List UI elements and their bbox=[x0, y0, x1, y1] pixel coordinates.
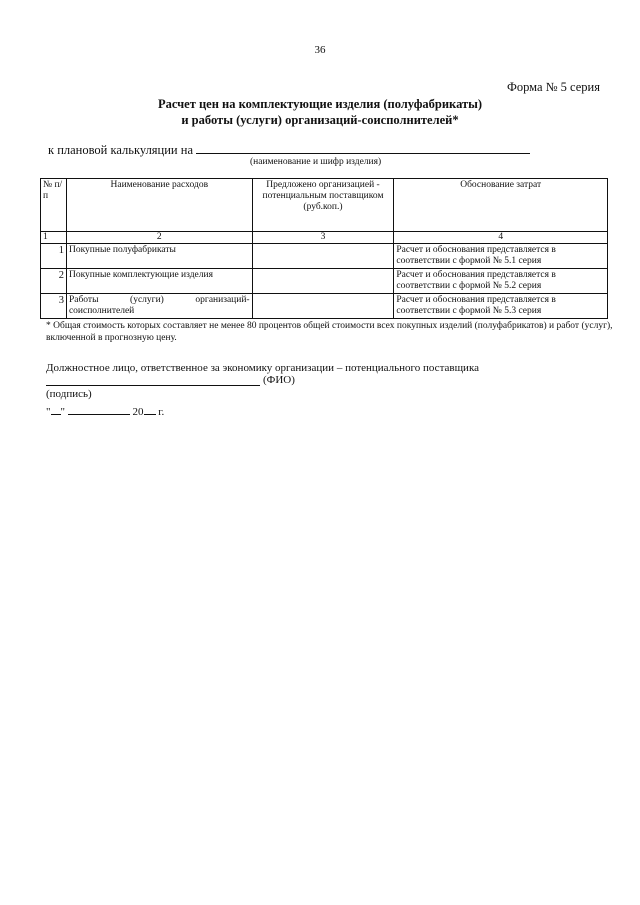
column-number: 3 bbox=[252, 232, 394, 244]
column-number: 4 bbox=[394, 232, 608, 244]
header-justification: Обоснование затрат bbox=[394, 179, 608, 232]
calculation-line bbox=[48, 141, 530, 158]
row-justification: Расчет и обоснования представляется в соответствии с формой № 5.2 серия bbox=[394, 269, 608, 294]
row-expense-name: Покупные полуфабрикаты bbox=[66, 244, 252, 269]
official-label: Должностное лицо, ответственное за экономику организации – потенциального поставщика bbox=[46, 362, 480, 374]
header-proposed: Предложено организацией - потенциальным поставщиком (руб.коп.) bbox=[252, 179, 394, 232]
row-num: 3 bbox=[41, 294, 67, 319]
page-number: 36 bbox=[314, 44, 326, 56]
row-expense-name: Работы (услуги) организаций-соисполнителей bbox=[66, 294, 252, 319]
row-justification: Расчет и обоснования представляется в соответствии с формой № 5.3 серия bbox=[394, 294, 608, 319]
row-proposed-value[interactable] bbox=[252, 294, 394, 319]
signature-field[interactable] bbox=[46, 385, 260, 386]
date-year-field[interactable] bbox=[144, 404, 156, 415]
product-name-field[interactable] bbox=[196, 141, 530, 154]
row-proposed-value[interactable] bbox=[252, 269, 394, 294]
row-expense-name: Покупные комплектующие изделия bbox=[66, 269, 252, 294]
row-num: 1 bbox=[41, 244, 67, 269]
table-row bbox=[41, 244, 608, 269]
title-line-1: Расчет цен на комплектующие изделия (полуфабрикаты) bbox=[157, 97, 483, 111]
row-justification: Расчет и обоснования представляется в соответствии с формой № 5.1 серия bbox=[394, 244, 608, 269]
table-row bbox=[41, 269, 608, 294]
row-proposed-value[interactable] bbox=[252, 244, 394, 269]
header-num: № п/п bbox=[41, 179, 67, 232]
date-quote-open: " bbox=[46, 406, 51, 418]
signature-label: (подпись) bbox=[46, 388, 92, 400]
date-month-field[interactable] bbox=[68, 404, 130, 415]
table-row bbox=[41, 294, 608, 319]
date-line bbox=[46, 404, 164, 418]
calculation-caption: (наименование и шифр изделия) bbox=[250, 157, 382, 167]
fio-label: (ФИО) bbox=[263, 374, 295, 386]
expenses-table bbox=[40, 178, 608, 319]
date-year-suffix: г. bbox=[158, 406, 165, 418]
date-day-field[interactable] bbox=[51, 404, 61, 415]
form-label: Форма № 5 серия bbox=[506, 80, 600, 94]
column-number: 2 bbox=[66, 232, 252, 244]
column-numbers-row bbox=[41, 232, 608, 244]
title-line-2: и работы (услуги) организаций-соисполнителей* bbox=[181, 113, 459, 127]
footnote: * Общая стоимость которых составляет не менее 80 процентов общей стоимости всех покупных изделий (полуфабрикатов) и работ (услуг), включенной в прогнозную цену. bbox=[46, 321, 613, 343]
date-year-prefix: 20 bbox=[132, 406, 144, 418]
column-number: 1 bbox=[41, 232, 67, 244]
calculation-prefix: к плановой калькуляции на bbox=[48, 143, 193, 157]
table-header-row bbox=[41, 179, 608, 232]
header-expense-name: Наименование расходов bbox=[66, 179, 252, 232]
row-num: 2 bbox=[41, 269, 67, 294]
date-quote-close: " bbox=[60, 406, 65, 418]
